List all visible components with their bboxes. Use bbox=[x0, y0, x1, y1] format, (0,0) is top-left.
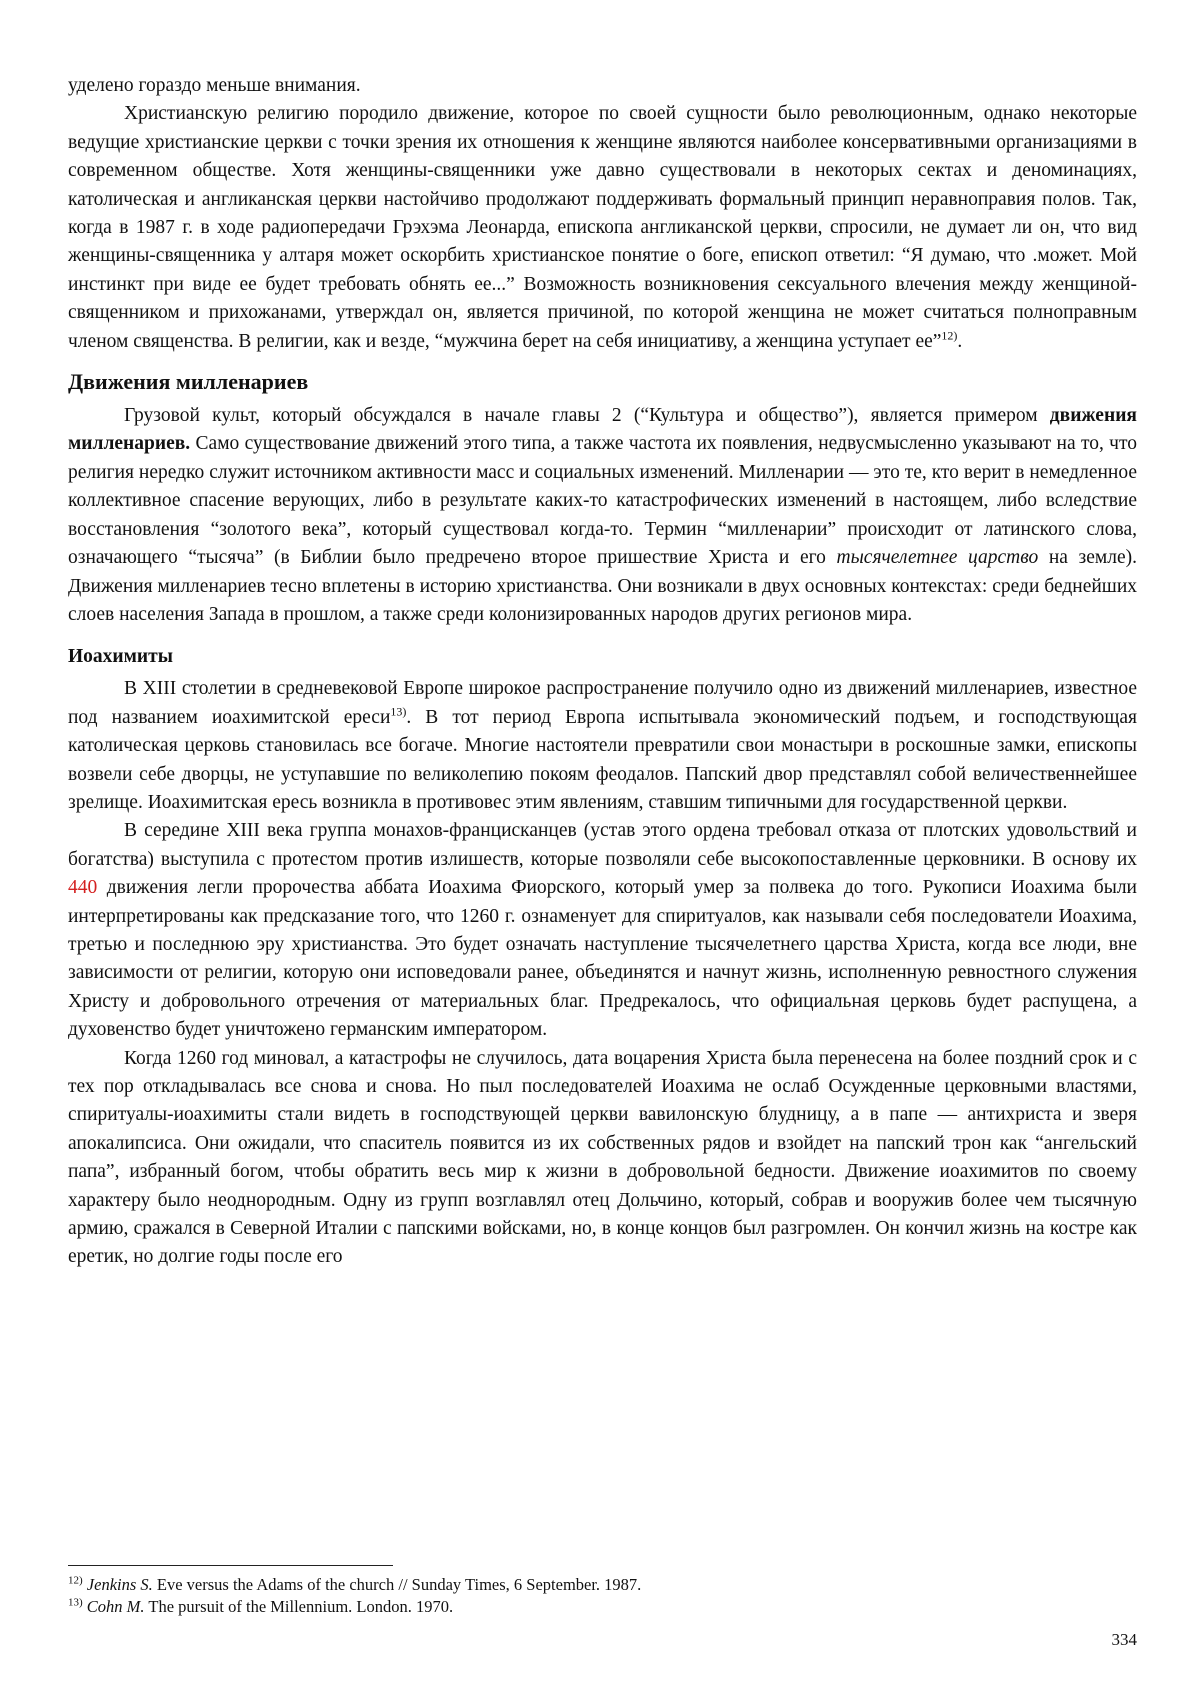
paragraph-end: . bbox=[957, 330, 963, 352]
paragraph-text: на земле). Движения милленариев тесно вплетены в историю христианства. Они возникали в двух основных контекстах: среди беднейших слоев населения Запада в прошлом, а также среди колонизированных народов других регионов мира. bbox=[68, 547, 1138, 625]
paragraph-1260: Когда 1260 год миновал, а катастрофы не случилось, дата воцарения Христа была перенесена на более поздний срок и с тех пор откладывалась все снова и снова. Но пыл последователей Иоахима не ослаб Осужденные церковными властями, спиритуалы-иоахимиты стали видеть в господствующей церкви вавилонскую блудницу, а в папе — антихриста и зверя апокалипсиса. Они ожидали, что спаситель появится из их собственных рядов и взойдет на папский трон как “ангельский папа”, избранный богом, чтобы обратить весь мир к жизни в добровольной бедности. Движение иоахимитов по своему характеру было неоднородным. Одну из групп возглавлял отец Дольчино, который, собрав и вооружив более чем тысячную армию, сражался в Северной Италии с папскими войсками, но, в конце концов был разгромлен. Он кончил жизнь на костре как еретик, но долгие годы после его bbox=[68, 1047, 1137, 1268]
footnote-author: Jenkins S. bbox=[86, 1575, 153, 1594]
page-number: 334 bbox=[1111, 1630, 1137, 1649]
paragraph-continuation: уделено гораздо меньше внимания. bbox=[68, 75, 361, 96]
paragraph-text: В XIII столетии в средневековой Европе широкое распространение получило одно из движений милленариев, известное под названием иоахимитской ереси bbox=[68, 678, 1137, 728]
page-marker: 440 bbox=[68, 877, 98, 899]
footnote-number: 13) bbox=[68, 1596, 83, 1609]
paragraph-text: Грузовой культ, который обсуждался в начале главы 2 (“Культура и общество”), является примером bbox=[124, 405, 1050, 427]
subsection-heading: Иоахимиты bbox=[68, 646, 173, 668]
paragraph-franciscans bbox=[68, 817, 1137, 1044]
paragraph-christianity bbox=[68, 100, 1137, 356]
paragraph-text: В середине XIII века группа монахов-францисканцев (устав этого ордена требовал отказа от плотских удовольствий и богатства) выступила с протестом против излишеств, которые позволяли себе высокопоставленные церковники. В основу их bbox=[68, 820, 1137, 870]
footnote-13 bbox=[68, 1596, 1137, 1618]
section-heading: Движения милленариев bbox=[68, 369, 309, 395]
paragraph-joachimite-heresy bbox=[68, 675, 1137, 817]
footnote-text: Eve versus the Adams of the church // Sunday Times, 6 September. 1987. bbox=[152, 1575, 642, 1594]
paragraph-text: движения легли пророчества аббата Иоахима Фиорского, который умер за полвека до того. Рукописи Иоахима были интерпретированы как предсказание того, что 1260 г. ознаменует для спиритуалов, как называли себя последователи Иоахима, третью и последнюю эру христианства. Это будет означать наступление тысячелетнего царства Христа, когда все люди, вне зависимости от религии, которую они исповедовали ранее, объединятся и начнут жизнь, исполненную ревностного служения Христу и добровольного отречения от материальных благ. Предрекалось, что официальная церковь будет распущена, а духовенство будет уничтожено германским императором. bbox=[68, 877, 1137, 1041]
footnote-12 bbox=[68, 1574, 1137, 1596]
footnote-ref-12[interactable]: 12) bbox=[941, 328, 958, 343]
footnotes bbox=[68, 1574, 1137, 1618]
paragraph-text: Само существование движений этого типа, а также частота их появления, недвусмысленно указывают на то, что религия нередко служит источником активности масс и социальных изменений. Милленарии — это те, кто верит в немедленное коллективное спасение верующих, либо в результате каких-то катастрофических изменений в настоящем, либо вследствие восстановления “золотого века”, который существовал когда-то. Термин “милленарии” происходит от латинского слова, означающего “тысяча” (в Библии было предречено второе пришествие Христа и его bbox=[68, 433, 1137, 569]
bold-term: движения милленариев. bbox=[68, 405, 1137, 455]
footnote-number: 12) bbox=[68, 1574, 83, 1587]
footnote-divider bbox=[68, 1565, 393, 1566]
paragraph-text: Христианскую религию породило движение, которое по своей сущности было революционным, однако некоторые ведущие христианские церкви с точки зрения их отношения к женщине являются наиболее консервативными организациями в современном обществе. Хотя женщины-священники уже давно существовали в некоторых сектах и деноминациях, католическая и англиканская церкви настойчиво продолжают поддерживать формальный принцип неравноправия полов. Так, когда в 1987 г. в ходе радиопередачи Грэхэма Леонарда, епископа англиканской церкви, спросили, не думает ли он, что вид женщины-священника у алтаря может оскорбить христианское понятие о боге, епископ ответил: “Я думаю, что .может. Мой инстинкт при виде ее будет требовать обнять ее...” Возможность возникновения сексуального влечения между женщиной-священником и прихожанами, утверждал он, является причиной, по которой женщина не может считаться полноправным членом священства. В религии, как и везде, “мужчина берет на себя инициативу, а женщина уступает ее” bbox=[68, 103, 1137, 352]
italic-term: тысячелетнее царство bbox=[836, 547, 1039, 569]
footnote-ref-13[interactable]: 13) bbox=[390, 704, 407, 719]
paragraph-text: . В тот период Европа испытывала экономический подъем, и господствующая католическая церковь становилась все богаче. Многие настоятели превратили свои монастыри в роскошные замки, епископы возвели себе дворцы, не уступавшие по великолепию покоям феодалов. Папский двор представлял собой величественнейшее зрелище. Иоахимитская ересь возникла в противовес этим явлениям, ставшим типичными для государственной церкви. bbox=[68, 706, 1137, 813]
footnote-text: The pursuit of the Millennium. London. 1970. bbox=[144, 1597, 454, 1616]
footnote-author: Cohn M. bbox=[86, 1597, 145, 1616]
paragraph-millenarians bbox=[68, 402, 1137, 629]
